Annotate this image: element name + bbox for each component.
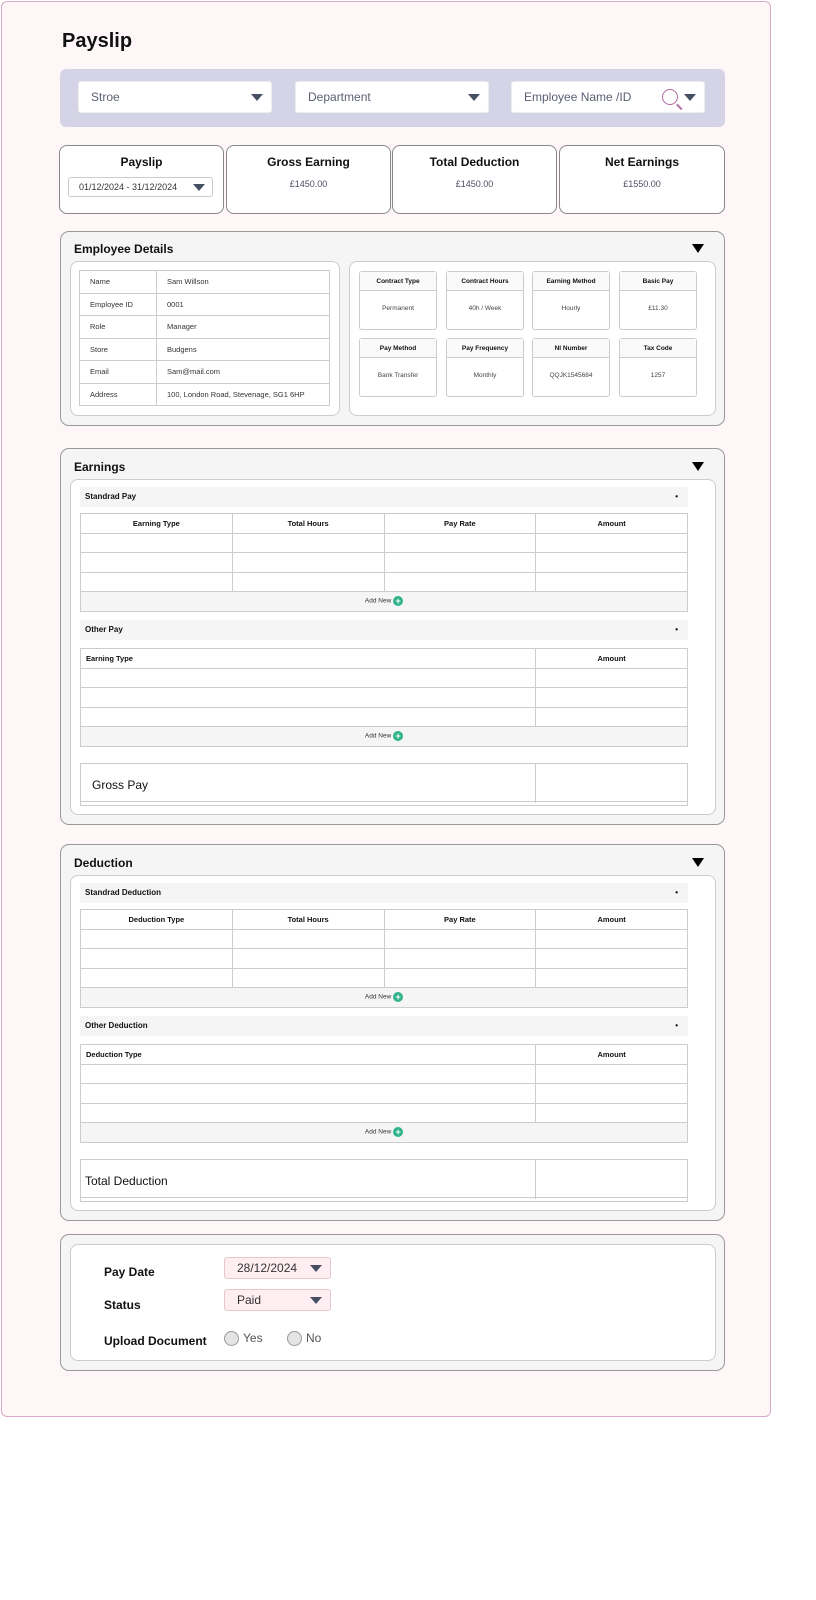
contract-info-box	[532, 338, 610, 397]
table-row	[81, 929, 688, 949]
table-row	[81, 707, 688, 727]
employee-detail-row	[80, 383, 330, 406]
earnings-inner	[70, 479, 716, 815]
column-header: Total Hours	[232, 514, 384, 534]
table-cell[interactable]	[81, 533, 233, 553]
chevron-down-icon	[251, 94, 263, 101]
chevron-down-icon	[310, 1265, 322, 1272]
table-cell[interactable]	[81, 707, 536, 727]
add-new-row	[81, 988, 688, 1008]
total-deduction-label: Total Deduction	[429, 155, 520, 169]
column-header: Pay Rate	[384, 910, 536, 930]
table-cell[interactable]	[536, 1103, 688, 1123]
standard-pay-header[interactable]	[80, 487, 688, 507]
divider	[81, 801, 687, 802]
upload-no-radio[interactable]	[287, 1331, 321, 1346]
payment-inner	[70, 1244, 716, 1361]
total-deduction-value: £1450.00	[455, 179, 494, 189]
employee-search[interactable]	[511, 81, 705, 113]
collapse-triangle-icon[interactable]	[692, 858, 704, 867]
contract-info-value: £11.30	[648, 305, 668, 312]
payment-panel	[60, 1234, 725, 1371]
table-cell[interactable]	[232, 533, 384, 553]
table-row	[81, 1084, 688, 1104]
expand-dot-icon[interactable]: •	[675, 1021, 678, 1030]
contract-info-value: 1257	[650, 372, 666, 379]
column-header: Amount	[536, 910, 688, 930]
contract-info-label: Pay Frequency	[447, 339, 523, 358]
table-cell[interactable]	[536, 1084, 688, 1104]
table-cell[interactable]	[232, 572, 384, 592]
earnings-panel	[60, 448, 725, 825]
table-cell[interactable]	[536, 949, 688, 969]
plus-circle-icon[interactable]: +	[393, 596, 403, 606]
other-pay-title: Other Pay	[85, 625, 123, 634]
table-cell[interactable]	[536, 688, 688, 708]
table-row	[81, 688, 688, 708]
add-new-row	[81, 1123, 688, 1143]
contract-info-value: Permanent	[382, 305, 414, 312]
net-earnings-value: £1550.00	[623, 179, 661, 189]
other-pay-table	[80, 648, 688, 747]
chevron-down-icon	[310, 1297, 322, 1304]
table-cell[interactable]	[536, 707, 688, 727]
table-cell[interactable]	[384, 572, 536, 592]
deduction-title: Deduction	[74, 856, 133, 870]
deduction-inner	[70, 875, 716, 1211]
column-header: Amount	[536, 514, 688, 534]
search-icon[interactable]	[662, 89, 678, 105]
pay-date-label: Pay Date	[104, 1265, 155, 1279]
gross-pay-value	[535, 764, 687, 803]
standard-deduction-table	[80, 909, 688, 1008]
expand-dot-icon[interactable]: •	[675, 492, 678, 501]
column-header: Deduction Type	[81, 1045, 536, 1065]
column-header: Pay Rate	[384, 514, 536, 534]
contract-info-value: QQJK1545684	[549, 372, 593, 379]
yes-label: Yes	[243, 1331, 263, 1345]
net-earnings-card	[559, 145, 725, 214]
chevron-down-icon[interactable]	[684, 94, 696, 101]
table-cell[interactable]	[81, 949, 233, 969]
contract-info-label: Contract Hours	[447, 272, 523, 291]
column-header: Deduction Type	[81, 910, 233, 930]
gross-pay-label: Gross Pay	[92, 778, 149, 792]
table-cell[interactable]	[536, 929, 688, 949]
table-row	[81, 553, 688, 573]
table-cell[interactable]	[384, 553, 536, 573]
collapse-triangle-icon[interactable]	[692, 244, 704, 253]
column-header: Amount	[536, 649, 688, 669]
contract-info-box	[359, 338, 437, 397]
other-deduction-table	[80, 1044, 688, 1143]
employee-detail-row	[80, 271, 330, 294]
status-select[interactable]	[224, 1289, 331, 1311]
detail-value: Sam@mail.com	[157, 361, 330, 384]
table-header-row	[81, 514, 688, 534]
standard-deduction-title: Standrad Deduction	[85, 888, 162, 897]
add-new-label[interactable]: Add New	[364, 732, 392, 740]
table-cell[interactable]	[81, 572, 233, 592]
employee-detail-row	[80, 293, 330, 316]
standard-pay-table	[80, 513, 688, 612]
status-label: Status	[104, 1298, 141, 1312]
add-new-row	[81, 727, 688, 747]
column-header: Total Hours	[232, 910, 384, 930]
table-cell[interactable]	[384, 968, 536, 988]
table-cell[interactable]	[81, 1084, 536, 1104]
detail-label: Employee ID	[80, 293, 157, 316]
pay-date-select[interactable]	[224, 1257, 331, 1279]
payslip-page	[1, 1, 771, 1417]
standard-deduction-header[interactable]	[80, 883, 688, 903]
table-cell[interactable]	[232, 553, 384, 573]
table-cell[interactable]	[384, 929, 536, 949]
plus-circle-icon[interactable]: +	[393, 992, 403, 1002]
table-cell[interactable]	[81, 1103, 536, 1123]
contract-info-box	[619, 271, 697, 330]
detail-value: 100, London Road, Stevenage, SG1 6HP	[157, 383, 330, 406]
gross-earning-label: Gross Earning	[267, 155, 350, 169]
store-select-label: Stroe	[91, 90, 120, 104]
employee-detail-row	[80, 361, 330, 384]
other-pay-header[interactable]	[80, 620, 688, 640]
contract-info-value: Monthly	[473, 372, 497, 379]
department-select-label: Department	[308, 90, 371, 104]
store-select[interactable]	[78, 81, 272, 113]
table-cell[interactable]	[536, 572, 688, 592]
contract-info-value: 40h / Week	[468, 305, 502, 312]
detail-label: Address	[80, 383, 157, 406]
table-row	[81, 968, 688, 988]
column-header: Earning Type	[81, 514, 233, 534]
table-cell[interactable]	[232, 949, 384, 969]
period-value: 01/12/2024 - 31/12/2024	[79, 182, 178, 192]
contract-info-value: Bank Transfer	[377, 372, 419, 379]
add-new-cell	[81, 727, 688, 747]
period-select[interactable]	[68, 177, 213, 197]
table-cell[interactable]	[536, 968, 688, 988]
page-title: Payslip	[62, 30, 133, 52]
total-deduction-row-value	[535, 1160, 687, 1199]
table-row	[81, 572, 688, 592]
net-earnings-label: Net Earnings	[604, 155, 679, 169]
contract-info-label: Basic Pay	[620, 272, 696, 291]
contract-info-box	[446, 271, 524, 330]
radio-circle-icon[interactable]	[287, 1331, 302, 1346]
table-cell[interactable]	[536, 553, 688, 573]
column-header: Earning Type	[81, 649, 536, 669]
divider	[81, 1197, 687, 1198]
add-new-row	[81, 592, 688, 612]
table-header-row	[81, 910, 688, 930]
add-new-label[interactable]: Add New	[364, 993, 392, 1001]
status-value: Paid	[237, 1293, 262, 1307]
upload-yes-radio[interactable]	[224, 1331, 263, 1346]
table-row	[81, 1064, 688, 1084]
expand-dot-icon[interactable]: •	[675, 888, 678, 897]
department-select[interactable]	[295, 81, 489, 113]
employee-search-placeholder: Employee Name /ID	[524, 90, 632, 104]
add-new-label[interactable]: Add New	[364, 1128, 392, 1136]
table-cell[interactable]	[81, 688, 536, 708]
total-deduction-row	[80, 1159, 688, 1202]
table-header-row	[81, 649, 688, 669]
plus-circle-icon[interactable]: +	[393, 1127, 403, 1137]
table-cell[interactable]	[81, 929, 233, 949]
payslip-period-card	[59, 145, 224, 214]
radio-circle-icon[interactable]	[224, 1331, 239, 1346]
contract-info-label: Pay Method	[360, 339, 436, 358]
add-new-cell	[81, 988, 688, 1008]
table-cell[interactable]	[81, 668, 536, 688]
table-cell[interactable]	[384, 949, 536, 969]
table-cell[interactable]	[536, 533, 688, 553]
contract-info-label: Tax Code	[620, 339, 696, 358]
filter-bar	[60, 69, 725, 127]
gross-earning-card	[226, 145, 391, 214]
add-new-cell	[81, 1123, 688, 1143]
contract-info-label: Earning Method	[533, 272, 609, 291]
employee-info-card	[70, 261, 340, 416]
table-cell[interactable]	[232, 968, 384, 988]
contract-info-box	[446, 338, 524, 397]
gross-earning-value: £1450.00	[289, 179, 328, 189]
column-header: Amount	[536, 1045, 688, 1065]
detail-value: Budgens	[157, 338, 330, 361]
table-row	[81, 533, 688, 553]
detail-value: 0001	[157, 293, 330, 316]
table-cell[interactable]	[81, 553, 233, 573]
table-cell[interactable]	[536, 668, 688, 688]
employee-contract-card	[349, 261, 716, 416]
employee-details-title: Employee Details	[74, 242, 174, 256]
contract-info-box	[359, 271, 437, 330]
table-cell[interactable]	[232, 929, 384, 949]
total-deduction-row-label: Total Deduction	[85, 1174, 168, 1188]
add-new-label[interactable]: Add New	[364, 597, 392, 605]
earnings-title: Earnings	[74, 460, 126, 474]
table-header-row	[81, 1045, 688, 1065]
employee-info-table	[79, 270, 330, 406]
employee-detail-row	[80, 338, 330, 361]
detail-value: Manager	[157, 316, 330, 339]
table-cell[interactable]	[384, 533, 536, 553]
table-cell[interactable]	[81, 1064, 536, 1084]
contract-info-box	[619, 338, 697, 397]
employee-detail-row	[80, 316, 330, 339]
table-cell[interactable]	[81, 968, 233, 988]
plus-circle-icon[interactable]: +	[393, 731, 403, 741]
gross-pay-row	[80, 763, 688, 806]
collapse-triangle-icon[interactable]	[692, 462, 704, 471]
employee-details-panel	[60, 231, 725, 426]
contract-info-value: Hourly	[561, 305, 581, 312]
contract-info-label: Contract Type	[360, 272, 436, 291]
detail-label: Store	[80, 338, 157, 361]
upload-document-label: Upload Document	[104, 1334, 207, 1348]
detail-label: Name	[80, 271, 157, 294]
add-new-cell	[81, 592, 688, 612]
standard-pay-title: Standrad Pay	[85, 492, 137, 501]
contract-info-label: NI Number	[533, 339, 609, 358]
detail-label: Email	[80, 361, 157, 384]
table-cell[interactable]	[536, 1064, 688, 1084]
detail-value: Sam Willson	[157, 271, 330, 294]
contract-info-box	[532, 271, 610, 330]
other-deduction-header[interactable]	[80, 1016, 688, 1036]
table-row	[81, 668, 688, 688]
deduction-panel	[60, 844, 725, 1221]
other-deduction-title: Other Deduction	[85, 1021, 148, 1030]
total-deduction-card	[392, 145, 557, 214]
no-label: No	[306, 1331, 322, 1345]
detail-label: Role	[80, 316, 157, 339]
expand-dot-icon[interactable]: •	[675, 625, 678, 634]
chevron-down-icon	[468, 94, 480, 101]
payslip-card-title: Payslip	[120, 155, 163, 169]
table-row	[81, 1103, 688, 1123]
pay-date-value: 28/12/2024	[237, 1261, 298, 1275]
table-row	[81, 949, 688, 969]
chevron-down-icon	[193, 184, 205, 191]
